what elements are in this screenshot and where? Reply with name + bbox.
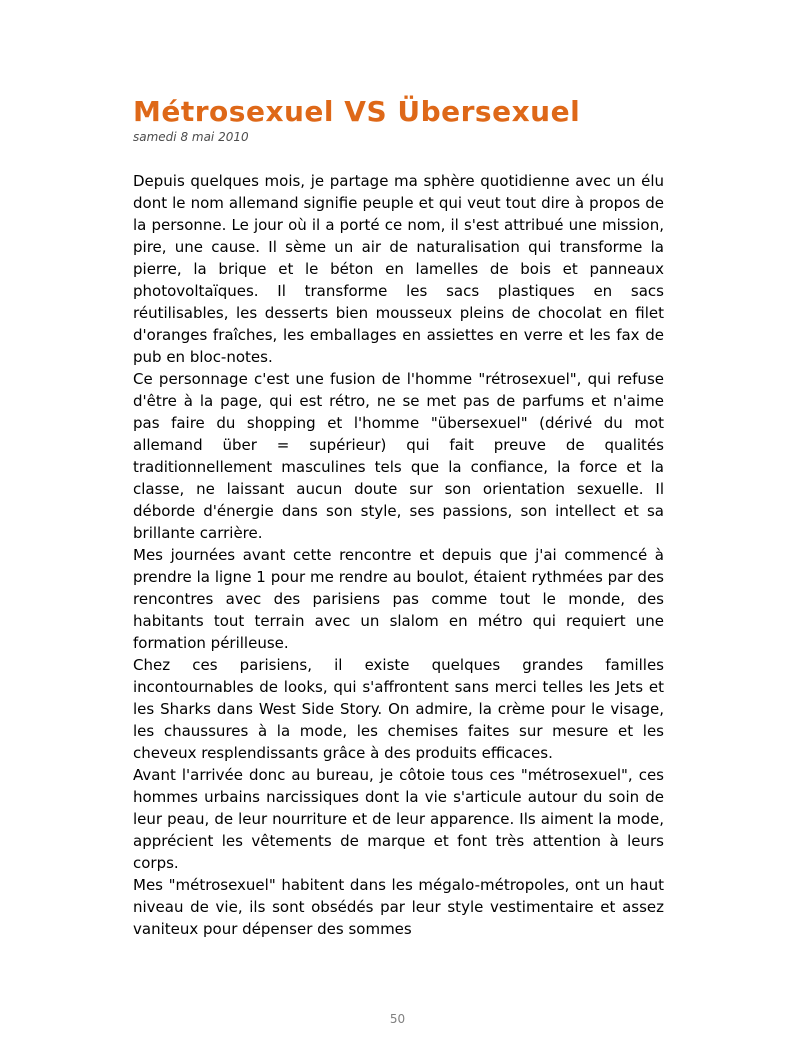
paragraph: Depuis quelques mois, je partage ma sphère quotidienne avec un élu dont le nom allemand signifie peuple et qui veut tout dire à propos de la personne. Le jour où il a porté ce nom, il s'est attribué une mission, pire, une cause. Il sème un air de naturalisation qui transforme la pierre, la brique et le béton en lamelles de bois et panneaux photovoltaïques. Il transforme les sacs plastiques en sacs réutilisables, les desserts bien mousseux pleins de chocolat en filet d'oranges fraîches, les emballages en assiettes en verre et les fax de pub en bloc-notes. xyxy=(133,172,664,367)
paragraph: Mes "métrosexuel" habitent dans les mégalo-métropoles, ont un haut niveau de vie, ils sont obsédés par leur style vestimentaire et assez vaniteux pour dépenser des sommes xyxy=(133,876,664,939)
document-date: samedi 8 mai 2010 xyxy=(133,130,249,145)
paragraph: Ce personnage c'est une fusion de l'homme "rétrosexuel", qui refuse d'être à la page, qui est rétro, ne se met pas de parfums et n'aime pas faire du shopping et l'homme "übersexuel" (dérivé du mot allemand über = supérieur) qui fait preuve de qualités traditionnellement masculines tels que la confiance, la force et la classe, ne laissant aucun doute sur son orientation sexuelle. Il déborde d'énergie dans son style, ses passions, son intellect et sa brillante carrière. xyxy=(133,370,664,543)
page-number: 50 xyxy=(389,1012,406,1026)
paragraph: Avant l'arrivée donc au bureau, je côtoie tous ces "métrosexuel", ces hommes urbains narcissiques dont la vie s'articule autour du soin de leur peau, de leur nourriture et de leur apparence. Ils aiment la mode, apprécient les vêtements de marque et font très attention à leurs corps. xyxy=(133,766,664,873)
paragraph: Mes journées avant cette rencontre et depuis que j'ai commencé à prendre la ligne 1 pour me rendre au boulot, étaient rythmées par des rencontres avec des parisiens pas comme tout le monde, des habitants tout terrain avec un slalom en métro qui requiert une formation périlleuse. xyxy=(133,546,664,653)
document-body xyxy=(133,170,664,940)
page-title: Métrosexuel VS Übersexuel xyxy=(133,95,581,128)
paragraph: Chez ces parisiens, il existe quelques grandes familles incontournables de looks, qui s'affrontent sans merci telles les Jets et les Sharks dans West Side Story. On admire, la crème pour le visage, les chaussures à la mode, les chemises faites sur mesure et les cheveux resplendissants grâce à des produits efficaces. xyxy=(133,656,664,763)
document-content xyxy=(133,96,664,940)
